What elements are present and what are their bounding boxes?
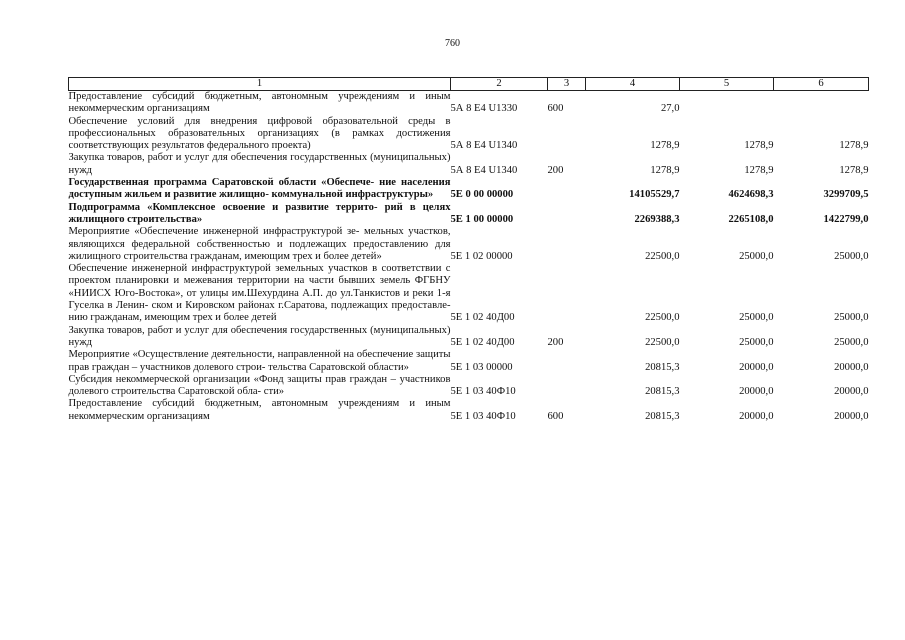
row-expense-type-cell bbox=[548, 263, 586, 324]
row-amount-year-3-cell: 20000,0 bbox=[834, 410, 869, 422]
row-amount-year-3-cell: 25000,0 bbox=[834, 250, 869, 262]
table-row bbox=[69, 226, 869, 263]
row-code-cell: 5Е 1 02 40Д00 bbox=[450, 312, 515, 324]
row-name-cell: Государственная программа Саратовской области «Обеспече- ние населения доступным жильем и развитие жилищно- коммунальной инфраструктуры» bbox=[68, 177, 451, 201]
row-code-cell: 5Е 0 00 00000 bbox=[450, 189, 514, 201]
row-code-cell: 5Е 1 00 00000 bbox=[450, 213, 514, 225]
row-amount-year-2-cell: 20000,0 bbox=[739, 361, 774, 373]
row-amount-year-2-cell: 1278,9 bbox=[744, 164, 774, 176]
row-expense-type-cell: 200 bbox=[547, 164, 564, 176]
row-amount-year-1-cell: 22500,0 bbox=[645, 312, 680, 324]
row-amount-year-2-cell: 25000,0 bbox=[739, 250, 774, 262]
table-body bbox=[69, 91, 869, 424]
row-expense-type-cell bbox=[548, 116, 586, 153]
row-code-cell: 5А 8 Е4 U1340 bbox=[450, 140, 518, 152]
table-row bbox=[69, 374, 869, 399]
row-name-cell: Мероприятие «Осуществление деятельности, направленной на обеспечение защиты прав граждан – участников долевого строи- тельства Саратовской области» bbox=[68, 349, 451, 373]
row-expense-type-cell bbox=[548, 374, 586, 399]
row-expense-type-cell: 200 bbox=[547, 336, 564, 348]
row-amount-year-1-cell: 20815,3 bbox=[645, 361, 680, 373]
column-header-cvr: 3 bbox=[548, 78, 586, 91]
row-code-cell: 5Е 1 03 40Ф10 bbox=[450, 410, 516, 422]
budget-table bbox=[68, 77, 869, 423]
column-header-code: 2 bbox=[451, 78, 548, 91]
row-expense-type-cell bbox=[548, 349, 586, 374]
table-row bbox=[69, 177, 869, 202]
row-amount-year-1-cell: 22500,0 bbox=[645, 250, 680, 262]
row-code-cell: 5Е 1 02 40Д00 bbox=[450, 336, 515, 348]
row-amount-year-3-cell: 3299709,5 bbox=[823, 189, 869, 201]
table-row bbox=[69, 325, 869, 350]
row-amount-year-2-cell: 20000,0 bbox=[739, 410, 774, 422]
row-expense-type-cell bbox=[548, 226, 586, 263]
row-expense-type-cell bbox=[548, 177, 586, 202]
row-amount-year-1-cell: 20815,3 bbox=[645, 410, 680, 422]
row-amount-year-1-cell: 1278,9 bbox=[650, 164, 680, 176]
table-row bbox=[69, 202, 869, 227]
row-amount-year-2-cell: 4624698,3 bbox=[728, 189, 774, 201]
row-amount-year-2-cell bbox=[680, 91, 774, 116]
row-amount-year-3-cell: 25000,0 bbox=[834, 336, 869, 348]
column-header-year-3: 6 bbox=[774, 78, 869, 91]
row-code-cell: 5Е 1 03 00000 bbox=[450, 361, 513, 373]
row-amount-year-2-cell: 25000,0 bbox=[739, 312, 774, 324]
row-amount-year-1-cell: 2269388,3 bbox=[634, 213, 680, 225]
row-amount-year-3-cell: 1278,9 bbox=[839, 164, 869, 176]
row-name-cell: Подпрограмма «Комплексное освоение и развитие террито- рий в целях жилищного строительства» bbox=[68, 201, 451, 225]
page-number: 760 bbox=[445, 38, 460, 49]
row-amount-year-3-cell: 20000,0 bbox=[834, 361, 869, 373]
row-amount-year-3-cell: 1278,9 bbox=[839, 140, 869, 152]
row-name-cell: Обеспечение инженерной инфраструктурой земельных участков в соответствии с проектом планировки и межевания территории на части бывших земель ФГБНУ «НИИСХ Юго-Востока», от улицы им.Шехурдина А.П. до ул.Танкистов и реки 1-я Гуселка в Ленин- ском и Кировском районах г.Саратова, подлежащих предоставле- нию гражданам, имеющим трех и более детей bbox=[68, 263, 451, 324]
row-expense-type-cell: 600 bbox=[547, 103, 564, 115]
row-amount-year-3-cell: 1422799,0 bbox=[823, 213, 869, 225]
row-amount-year-1-cell: 27,0 bbox=[660, 103, 680, 115]
column-header-year-2: 5 bbox=[680, 78, 774, 91]
column-header-year-1: 4 bbox=[586, 78, 680, 91]
table-row bbox=[69, 398, 869, 423]
row-code-cell: 5А 8 Е4 U1340 bbox=[450, 164, 518, 176]
row-amount-year-2-cell: 20000,0 bbox=[739, 386, 774, 398]
row-amount-year-3-cell bbox=[774, 91, 869, 116]
row-name-cell: Закупка товаров, работ и услуг для обеспечения государственных (муниципальных) нужд bbox=[68, 324, 451, 348]
row-name-cell: Мероприятие «Обеспечение инженерной инфраструктурой зе- мельных участков, являющихся федеральной собственностью и подлежащих предоставлению для жилищного строительства гражданам, имеющим трех и более детей» bbox=[68, 226, 451, 262]
row-amount-year-2-cell: 2265108,0 bbox=[728, 213, 774, 225]
row-amount-year-1-cell: 20815,3 bbox=[645, 386, 680, 398]
row-code-cell: 5Е 1 03 40Ф10 bbox=[450, 386, 516, 398]
row-expense-type-cell: 600 bbox=[547, 410, 564, 422]
row-amount-year-1-cell: 1278,9 bbox=[650, 140, 680, 152]
row-amount-year-3-cell: 25000,0 bbox=[834, 312, 869, 324]
table-row bbox=[69, 91, 869, 116]
row-name-cell: Закупка товаров, работ и услуг для обеспечения государственных (муниципальных) нужд bbox=[68, 152, 451, 176]
row-amount-year-2-cell: 1278,9 bbox=[744, 140, 774, 152]
column-header-name: 1 bbox=[69, 78, 451, 91]
row-code-cell: 5А 8 Е4 U1330 bbox=[450, 103, 518, 115]
row-amount-year-1-cell: 22500,0 bbox=[645, 336, 680, 348]
row-name-cell: Субсидия некоммерческой организации «Фонд защиты прав граждан – участников долевого строительства Саратовской обла- сти» bbox=[68, 373, 451, 398]
row-name-cell: Предоставление субсидий бюджетным, автономным учреждениям и иным некоммерческим организациям bbox=[68, 398, 451, 422]
row-amount-year-1-cell: 14105529,7 bbox=[629, 189, 680, 201]
table-row bbox=[69, 349, 869, 374]
table-row bbox=[69, 116, 869, 153]
row-name-cell: Предоставление субсидий бюджетным, автономным учреждениям и иным некоммерческим организациям bbox=[68, 91, 451, 115]
header-row bbox=[69, 78, 869, 91]
row-expense-type-cell bbox=[548, 202, 586, 227]
row-code-cell: 5Е 1 02 00000 bbox=[450, 250, 513, 262]
row-name-cell: Обеспечение условий для внедрения цифровой образовательной среды в профессиональных образовательных организациях (в рамках достижения соответствующих результатов федерального проекта) bbox=[68, 115, 451, 152]
row-amount-year-2-cell: 25000,0 bbox=[739, 336, 774, 348]
table-row bbox=[69, 263, 869, 324]
table-row bbox=[69, 152, 869, 177]
row-amount-year-3-cell: 20000,0 bbox=[834, 386, 869, 398]
